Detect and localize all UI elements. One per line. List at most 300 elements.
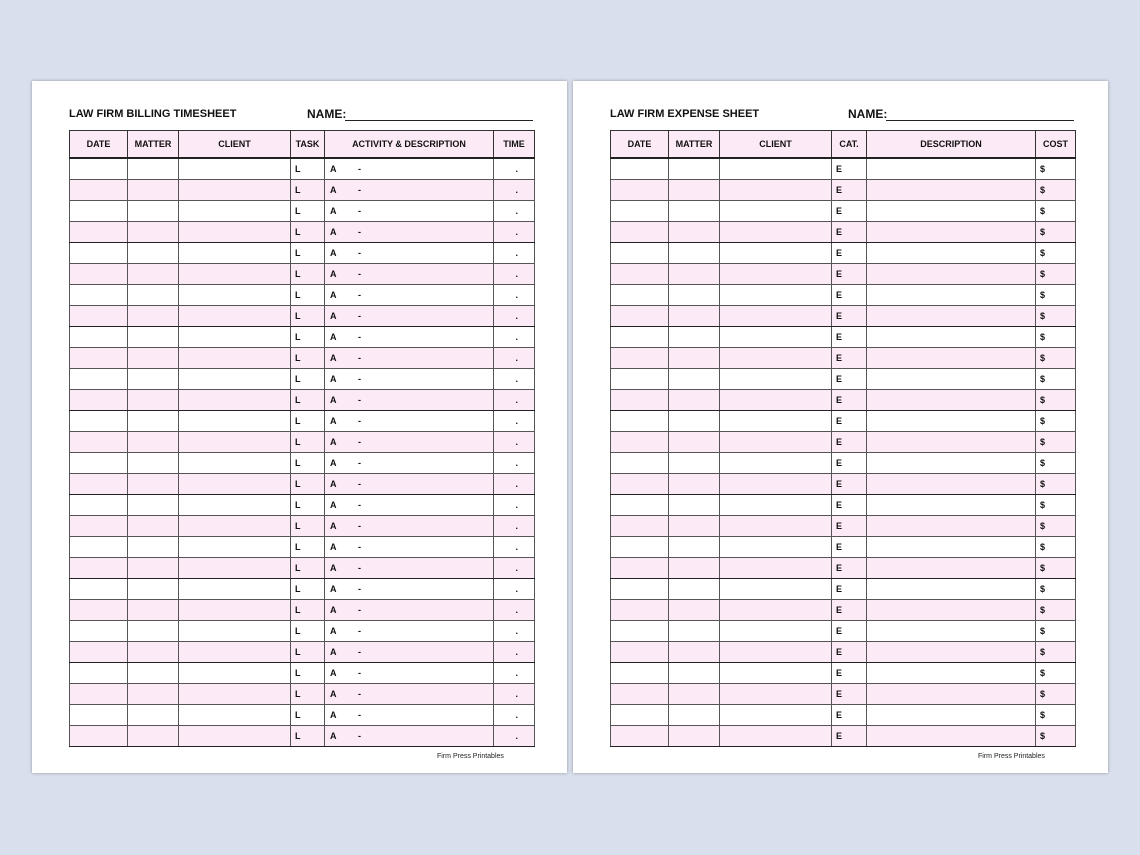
- activity-cell[interactable]: [325, 369, 494, 390]
- matter-cell[interactable]: [128, 516, 179, 537]
- time-cell[interactable]: [494, 158, 535, 180]
- category-cell[interactable]: [832, 201, 867, 222]
- matter-cell[interactable]: [128, 453, 179, 474]
- matter-cell[interactable]: [669, 600, 720, 621]
- matter-cell[interactable]: [128, 600, 179, 621]
- client-cell[interactable]: [179, 411, 291, 432]
- cost-cell[interactable]: [1036, 348, 1076, 369]
- cost-cell[interactable]: [1036, 369, 1076, 390]
- client-cell[interactable]: [179, 348, 291, 369]
- client-cell[interactable]: [179, 390, 291, 411]
- cost-cell[interactable]: [1036, 285, 1076, 306]
- matter-cell[interactable]: [669, 222, 720, 243]
- date-cell[interactable]: [611, 579, 669, 600]
- activity-cell[interactable]: [325, 579, 494, 600]
- date-cell[interactable]: [70, 411, 128, 432]
- client-cell[interactable]: [179, 453, 291, 474]
- matter-cell[interactable]: [128, 201, 179, 222]
- description-cell[interactable]: [867, 579, 1036, 600]
- time-cell[interactable]: [494, 453, 535, 474]
- matter-cell[interactable]: [128, 558, 179, 579]
- timesheet-name-line[interactable]: [345, 120, 533, 121]
- date-cell[interactable]: [611, 369, 669, 390]
- cost-cell[interactable]: [1036, 453, 1076, 474]
- time-cell[interactable]: [494, 726, 535, 747]
- time-cell[interactable]: [494, 390, 535, 411]
- description-cell[interactable]: [867, 222, 1036, 243]
- task-cell[interactable]: [291, 411, 325, 432]
- activity-cell[interactable]: [325, 726, 494, 747]
- matter-cell[interactable]: [669, 474, 720, 495]
- date-cell[interactable]: [611, 705, 669, 726]
- category-cell[interactable]: [832, 453, 867, 474]
- cost-cell[interactable]: [1036, 600, 1076, 621]
- date-cell[interactable]: [611, 537, 669, 558]
- client-cell[interactable]: [179, 537, 291, 558]
- matter-cell[interactable]: [128, 369, 179, 390]
- cost-cell[interactable]: [1036, 537, 1076, 558]
- client-cell[interactable]: [720, 327, 832, 348]
- time-cell[interactable]: [494, 537, 535, 558]
- matter-cell[interactable]: [669, 243, 720, 264]
- activity-cell[interactable]: [325, 621, 494, 642]
- matter-cell[interactable]: [669, 327, 720, 348]
- activity-cell[interactable]: [325, 642, 494, 663]
- client-cell[interactable]: [179, 663, 291, 684]
- date-cell[interactable]: [611, 558, 669, 579]
- client-cell[interactable]: [720, 390, 832, 411]
- task-cell[interactable]: [291, 390, 325, 411]
- matter-cell[interactable]: [669, 705, 720, 726]
- time-cell[interactable]: [494, 327, 535, 348]
- task-cell[interactable]: [291, 474, 325, 495]
- task-cell[interactable]: [291, 285, 325, 306]
- matter-cell[interactable]: [128, 642, 179, 663]
- time-cell[interactable]: [494, 201, 535, 222]
- date-cell[interactable]: [70, 537, 128, 558]
- description-cell[interactable]: [867, 663, 1036, 684]
- task-cell[interactable]: [291, 600, 325, 621]
- task-cell[interactable]: [291, 726, 325, 747]
- category-cell[interactable]: [832, 537, 867, 558]
- client-cell[interactable]: [720, 222, 832, 243]
- matter-cell[interactable]: [128, 579, 179, 600]
- client-cell[interactable]: [179, 369, 291, 390]
- cost-cell[interactable]: [1036, 726, 1076, 747]
- category-cell[interactable]: [832, 222, 867, 243]
- matter-cell[interactable]: [669, 264, 720, 285]
- matter-cell[interactable]: [669, 285, 720, 306]
- time-cell[interactable]: [494, 558, 535, 579]
- matter-cell[interactable]: [128, 390, 179, 411]
- date-cell[interactable]: [611, 600, 669, 621]
- task-cell[interactable]: [291, 453, 325, 474]
- client-cell[interactable]: [720, 600, 832, 621]
- date-cell[interactable]: [70, 327, 128, 348]
- matter-cell[interactable]: [128, 495, 179, 516]
- activity-cell[interactable]: [325, 474, 494, 495]
- matter-cell[interactable]: [669, 579, 720, 600]
- cost-cell[interactable]: [1036, 558, 1076, 579]
- matter-cell[interactable]: [669, 201, 720, 222]
- cost-cell[interactable]: [1036, 432, 1076, 453]
- activity-cell[interactable]: [325, 306, 494, 327]
- cost-cell[interactable]: [1036, 495, 1076, 516]
- date-cell[interactable]: [70, 558, 128, 579]
- date-cell[interactable]: [70, 579, 128, 600]
- date-cell[interactable]: [70, 348, 128, 369]
- date-cell[interactable]: [611, 264, 669, 285]
- category-cell[interactable]: [832, 642, 867, 663]
- date-cell[interactable]: [611, 663, 669, 684]
- matter-cell[interactable]: [128, 348, 179, 369]
- activity-cell[interactable]: [325, 243, 494, 264]
- matter-cell[interactable]: [669, 306, 720, 327]
- description-cell[interactable]: [867, 684, 1036, 705]
- client-cell[interactable]: [720, 621, 832, 642]
- client-cell[interactable]: [179, 243, 291, 264]
- client-cell[interactable]: [179, 222, 291, 243]
- client-cell[interactable]: [179, 180, 291, 201]
- task-cell[interactable]: [291, 369, 325, 390]
- matter-cell[interactable]: [128, 411, 179, 432]
- task-cell[interactable]: [291, 201, 325, 222]
- date-cell[interactable]: [70, 180, 128, 201]
- date-cell[interactable]: [70, 158, 128, 180]
- activity-cell[interactable]: [325, 264, 494, 285]
- description-cell[interactable]: [867, 306, 1036, 327]
- cost-cell[interactable]: [1036, 579, 1076, 600]
- matter-cell[interactable]: [128, 327, 179, 348]
- cost-cell[interactable]: [1036, 180, 1076, 201]
- date-cell[interactable]: [611, 158, 669, 180]
- description-cell[interactable]: [867, 411, 1036, 432]
- time-cell[interactable]: [494, 264, 535, 285]
- time-cell[interactable]: [494, 474, 535, 495]
- client-cell[interactable]: [720, 663, 832, 684]
- client-cell[interactable]: [179, 726, 291, 747]
- category-cell[interactable]: [832, 663, 867, 684]
- activity-cell[interactable]: [325, 663, 494, 684]
- matter-cell[interactable]: [128, 474, 179, 495]
- date-cell[interactable]: [611, 222, 669, 243]
- cost-cell[interactable]: [1036, 327, 1076, 348]
- activity-cell[interactable]: [325, 348, 494, 369]
- time-cell[interactable]: [494, 285, 535, 306]
- description-cell[interactable]: [867, 726, 1036, 747]
- category-cell[interactable]: [832, 474, 867, 495]
- cost-cell[interactable]: [1036, 705, 1076, 726]
- date-cell[interactable]: [611, 621, 669, 642]
- matter-cell[interactable]: [669, 390, 720, 411]
- date-cell[interactable]: [611, 642, 669, 663]
- description-cell[interactable]: [867, 474, 1036, 495]
- task-cell[interactable]: [291, 432, 325, 453]
- date-cell[interactable]: [611, 243, 669, 264]
- time-cell[interactable]: [494, 684, 535, 705]
- task-cell[interactable]: [291, 579, 325, 600]
- cost-cell[interactable]: [1036, 516, 1076, 537]
- client-cell[interactable]: [720, 453, 832, 474]
- category-cell[interactable]: [832, 285, 867, 306]
- category-cell[interactable]: [832, 180, 867, 201]
- date-cell[interactable]: [611, 180, 669, 201]
- category-cell[interactable]: [832, 558, 867, 579]
- description-cell[interactable]: [867, 642, 1036, 663]
- activity-cell[interactable]: [325, 180, 494, 201]
- client-cell[interactable]: [720, 243, 832, 264]
- task-cell[interactable]: [291, 684, 325, 705]
- date-cell[interactable]: [70, 222, 128, 243]
- task-cell[interactable]: [291, 705, 325, 726]
- cost-cell[interactable]: [1036, 306, 1076, 327]
- date-cell[interactable]: [70, 474, 128, 495]
- description-cell[interactable]: [867, 600, 1036, 621]
- matter-cell[interactable]: [669, 348, 720, 369]
- client-cell[interactable]: [720, 306, 832, 327]
- client-cell[interactable]: [720, 411, 832, 432]
- date-cell[interactable]: [611, 453, 669, 474]
- task-cell[interactable]: [291, 306, 325, 327]
- time-cell[interactable]: [494, 411, 535, 432]
- date-cell[interactable]: [70, 432, 128, 453]
- client-cell[interactable]: [720, 158, 832, 180]
- description-cell[interactable]: [867, 495, 1036, 516]
- client-cell[interactable]: [720, 579, 832, 600]
- client-cell[interactable]: [720, 180, 832, 201]
- matter-cell[interactable]: [669, 642, 720, 663]
- date-cell[interactable]: [70, 453, 128, 474]
- task-cell[interactable]: [291, 243, 325, 264]
- time-cell[interactable]: [494, 222, 535, 243]
- client-cell[interactable]: [179, 201, 291, 222]
- description-cell[interactable]: [867, 558, 1036, 579]
- category-cell[interactable]: [832, 264, 867, 285]
- category-cell[interactable]: [832, 579, 867, 600]
- activity-cell[interactable]: [325, 684, 494, 705]
- client-cell[interactable]: [720, 264, 832, 285]
- date-cell[interactable]: [611, 684, 669, 705]
- category-cell[interactable]: [832, 243, 867, 264]
- cost-cell[interactable]: [1036, 642, 1076, 663]
- matter-cell[interactable]: [128, 243, 179, 264]
- time-cell[interactable]: [494, 516, 535, 537]
- matter-cell[interactable]: [669, 158, 720, 180]
- client-cell[interactable]: [179, 705, 291, 726]
- task-cell[interactable]: [291, 516, 325, 537]
- date-cell[interactable]: [70, 369, 128, 390]
- description-cell[interactable]: [867, 327, 1036, 348]
- matter-cell[interactable]: [669, 537, 720, 558]
- cost-cell[interactable]: [1036, 411, 1076, 432]
- task-cell[interactable]: [291, 222, 325, 243]
- activity-cell[interactable]: [325, 495, 494, 516]
- client-cell[interactable]: [720, 369, 832, 390]
- task-cell[interactable]: [291, 642, 325, 663]
- category-cell[interactable]: [832, 369, 867, 390]
- activity-cell[interactable]: [325, 158, 494, 180]
- client-cell[interactable]: [179, 558, 291, 579]
- matter-cell[interactable]: [128, 306, 179, 327]
- date-cell[interactable]: [611, 285, 669, 306]
- client-cell[interactable]: [720, 726, 832, 747]
- date-cell[interactable]: [70, 621, 128, 642]
- matter-cell[interactable]: [669, 621, 720, 642]
- activity-cell[interactable]: [325, 390, 494, 411]
- time-cell[interactable]: [494, 180, 535, 201]
- cost-cell[interactable]: [1036, 264, 1076, 285]
- client-cell[interactable]: [179, 432, 291, 453]
- client-cell[interactable]: [720, 642, 832, 663]
- description-cell[interactable]: [867, 180, 1036, 201]
- task-cell[interactable]: [291, 327, 325, 348]
- task-cell[interactable]: [291, 663, 325, 684]
- activity-cell[interactable]: [325, 516, 494, 537]
- date-cell[interactable]: [70, 243, 128, 264]
- activity-cell[interactable]: [325, 411, 494, 432]
- client-cell[interactable]: [179, 642, 291, 663]
- description-cell[interactable]: [867, 201, 1036, 222]
- activity-cell[interactable]: [325, 600, 494, 621]
- client-cell[interactable]: [179, 600, 291, 621]
- activity-cell[interactable]: [325, 222, 494, 243]
- date-cell[interactable]: [70, 264, 128, 285]
- cost-cell[interactable]: [1036, 390, 1076, 411]
- activity-cell[interactable]: [325, 285, 494, 306]
- time-cell[interactable]: [494, 348, 535, 369]
- category-cell[interactable]: [832, 158, 867, 180]
- date-cell[interactable]: [611, 474, 669, 495]
- client-cell[interactable]: [179, 474, 291, 495]
- matter-cell[interactable]: [669, 558, 720, 579]
- category-cell[interactable]: [832, 327, 867, 348]
- time-cell[interactable]: [494, 663, 535, 684]
- activity-cell[interactable]: [325, 327, 494, 348]
- description-cell[interactable]: [867, 348, 1036, 369]
- cost-cell[interactable]: [1036, 684, 1076, 705]
- matter-cell[interactable]: [128, 264, 179, 285]
- date-cell[interactable]: [611, 726, 669, 747]
- matter-cell[interactable]: [669, 663, 720, 684]
- matter-cell[interactable]: [128, 663, 179, 684]
- date-cell[interactable]: [611, 390, 669, 411]
- category-cell[interactable]: [832, 306, 867, 327]
- task-cell[interactable]: [291, 558, 325, 579]
- matter-cell[interactable]: [128, 158, 179, 180]
- date-cell[interactable]: [70, 495, 128, 516]
- category-cell[interactable]: [832, 684, 867, 705]
- cost-cell[interactable]: [1036, 663, 1076, 684]
- time-cell[interactable]: [494, 621, 535, 642]
- cost-cell[interactable]: [1036, 243, 1076, 264]
- category-cell[interactable]: [832, 432, 867, 453]
- time-cell[interactable]: [494, 432, 535, 453]
- matter-cell[interactable]: [669, 453, 720, 474]
- category-cell[interactable]: [832, 411, 867, 432]
- client-cell[interactable]: [179, 516, 291, 537]
- matter-cell[interactable]: [128, 705, 179, 726]
- client-cell[interactable]: [720, 348, 832, 369]
- matter-cell[interactable]: [669, 495, 720, 516]
- category-cell[interactable]: [832, 600, 867, 621]
- description-cell[interactable]: [867, 243, 1036, 264]
- date-cell[interactable]: [611, 327, 669, 348]
- activity-cell[interactable]: [325, 453, 494, 474]
- description-cell[interactable]: [867, 537, 1036, 558]
- task-cell[interactable]: [291, 158, 325, 180]
- date-cell[interactable]: [70, 684, 128, 705]
- matter-cell[interactable]: [669, 369, 720, 390]
- matter-cell[interactable]: [128, 726, 179, 747]
- category-cell[interactable]: [832, 495, 867, 516]
- client-cell[interactable]: [720, 516, 832, 537]
- category-cell[interactable]: [832, 726, 867, 747]
- time-cell[interactable]: [494, 306, 535, 327]
- activity-cell[interactable]: [325, 705, 494, 726]
- client-cell[interactable]: [179, 306, 291, 327]
- client-cell[interactable]: [179, 684, 291, 705]
- time-cell[interactable]: [494, 495, 535, 516]
- task-cell[interactable]: [291, 180, 325, 201]
- date-cell[interactable]: [70, 306, 128, 327]
- matter-cell[interactable]: [669, 411, 720, 432]
- date-cell[interactable]: [611, 348, 669, 369]
- date-cell[interactable]: [70, 600, 128, 621]
- client-cell[interactable]: [720, 201, 832, 222]
- client-cell[interactable]: [720, 285, 832, 306]
- client-cell[interactable]: [720, 684, 832, 705]
- time-cell[interactable]: [494, 579, 535, 600]
- client-cell[interactable]: [179, 621, 291, 642]
- matter-cell[interactable]: [669, 684, 720, 705]
- client-cell[interactable]: [179, 158, 291, 180]
- matter-cell[interactable]: [669, 516, 720, 537]
- date-cell[interactable]: [611, 495, 669, 516]
- category-cell[interactable]: [832, 621, 867, 642]
- client-cell[interactable]: [720, 537, 832, 558]
- client-cell[interactable]: [720, 495, 832, 516]
- client-cell[interactable]: [179, 285, 291, 306]
- description-cell[interactable]: [867, 621, 1036, 642]
- description-cell[interactable]: [867, 390, 1036, 411]
- date-cell[interactable]: [70, 516, 128, 537]
- matter-cell[interactable]: [128, 180, 179, 201]
- cost-cell[interactable]: [1036, 621, 1076, 642]
- task-cell[interactable]: [291, 537, 325, 558]
- date-cell[interactable]: [611, 306, 669, 327]
- description-cell[interactable]: [867, 705, 1036, 726]
- matter-cell[interactable]: [128, 537, 179, 558]
- client-cell[interactable]: [720, 432, 832, 453]
- matter-cell[interactable]: [128, 432, 179, 453]
- description-cell[interactable]: [867, 285, 1036, 306]
- time-cell[interactable]: [494, 243, 535, 264]
- cost-cell[interactable]: [1036, 222, 1076, 243]
- category-cell[interactable]: [832, 348, 867, 369]
- date-cell[interactable]: [611, 516, 669, 537]
- expense-name-line[interactable]: [886, 120, 1074, 121]
- matter-cell[interactable]: [669, 726, 720, 747]
- time-cell[interactable]: [494, 705, 535, 726]
- time-cell[interactable]: [494, 600, 535, 621]
- time-cell[interactable]: [494, 369, 535, 390]
- client-cell[interactable]: [720, 705, 832, 726]
- date-cell[interactable]: [70, 390, 128, 411]
- cost-cell[interactable]: [1036, 201, 1076, 222]
- matter-cell[interactable]: [669, 180, 720, 201]
- activity-cell[interactable]: [325, 432, 494, 453]
- date-cell[interactable]: [70, 705, 128, 726]
